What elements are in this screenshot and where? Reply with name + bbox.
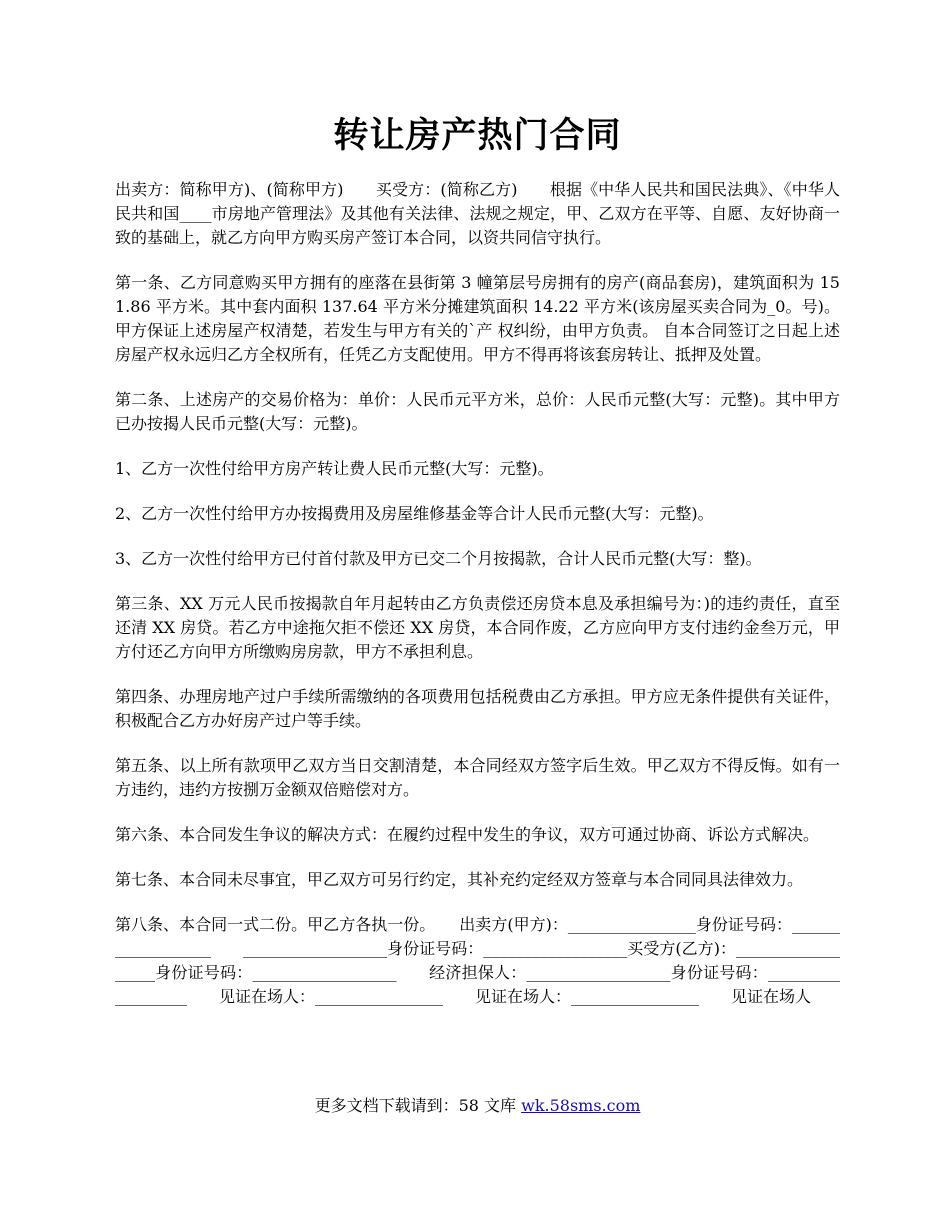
paragraph-article-1: 第一条、乙方同意购买甲方拥有的座落在县街第 3 幢第层号房拥有的房产(商品套房)，建筑面积为 151.86 平方米。其中套内面积 137.64 平方米分摊建筑面积 14.22 平方米(该房屋买卖合同为_0。号)。甲方保证上述房屋产权清楚，若发生与甲方有关的`产 权纠纷，由甲方负责。 自本合同签订之日起上述房屋产权永远归乙方全权所有，任凭乙方支配使用。甲方不得再将该套房转让、抵押及处置。	[115, 273, 840, 364]
paragraph-article-7: 第七条、本合同未尽事宜，甲乙双方可另行约定，其补充约定经双方签章与本合同同具法律效力。	[115, 870, 804, 889]
paragraph-article-4: 第四条、办理房地产过户手续所需缴纳的各项费用包括税费由乙方承担。甲方应无条件提供有关证件，积极配合乙方办好房产过户等手续。	[115, 687, 840, 730]
paragraph-item-1: 1、乙方一次性付给甲方房产转让费人民币元整(大写：元整)。	[115, 459, 554, 478]
footer-link[interactable]: wk.58sms.com	[521, 1096, 641, 1115]
paragraph-article-2: 第二条、上述房产的交易价格为：单价：人民币元平方米，总价：人民币元整(大写：元整)。其中甲方已办按揭人民币元整(大写：元整)。	[115, 390, 840, 433]
paragraph-article-5: 第五条、以上所有款项甲乙双方当日交割清楚，本合同经双方签字后生效。甲乙双方不得反悔。如有一方违约，违约方按捌万金额双倍赔偿对方。	[115, 756, 840, 799]
paragraph-article-3: 第三条、XX 万元人民币按揭款自年月起转由乙方负责偿还房贷本息及承担编号为：)的违约责任，直至还清 XX 房贷。若乙方中途拖欠拒不偿还 XX 房贷，本合同作废，乙方应向甲方支付违约金叁万元，甲方付还乙方向甲方所缴购房房款，甲方不承担利息。	[115, 594, 840, 661]
paragraph-item-3: 3、乙方一次性付给甲方已付首付款及甲方已交二个月按揭款，合计人民币元整(大写：整)。	[115, 549, 762, 568]
download-footer	[115, 1094, 840, 1118]
paragraph-article-8-signatures: 第八条、本合同一式二份。甲乙方各执一份。 出卖方(甲方)：________________身份证号码：__________________ __________________身份证号码：__________________买受方(乙方)：__________________身份证号码：__________________ 经济担保人：__________________身份证号码：__________________ 见证在场人：________________ 见证在场人：________________ 见证在场人	[115, 915, 840, 1006]
paragraph-article-6: 第六条、本合同发生争议的解决方式：在履约过程中发生的争议，双方可通过协商、诉讼方式解决。	[115, 825, 820, 844]
document-title: 转让房产热门合同	[333, 115, 622, 156]
footer-text: 更多文档下载请到：58 文库	[314, 1096, 522, 1115]
paragraph-item-2: 2、乙方一次性付给甲方办按揭费用及房屋维修基金等合计人民币元整(大写：元整)。	[115, 504, 714, 523]
paragraph-preamble: 出卖方：简称甲方)、(简称甲方) 买受方：(简称乙方) 根据《中华人民共和国民法典》、《中华人民共和国____市房地产管理法》及其他有关法律、法规之规定，甲、乙双方在平等、自愿、友好协商一致的基础上，就乙方向甲方购买房产签订本合同，以资共同信守执行。	[115, 180, 840, 247]
document-body	[115, 178, 840, 1030]
